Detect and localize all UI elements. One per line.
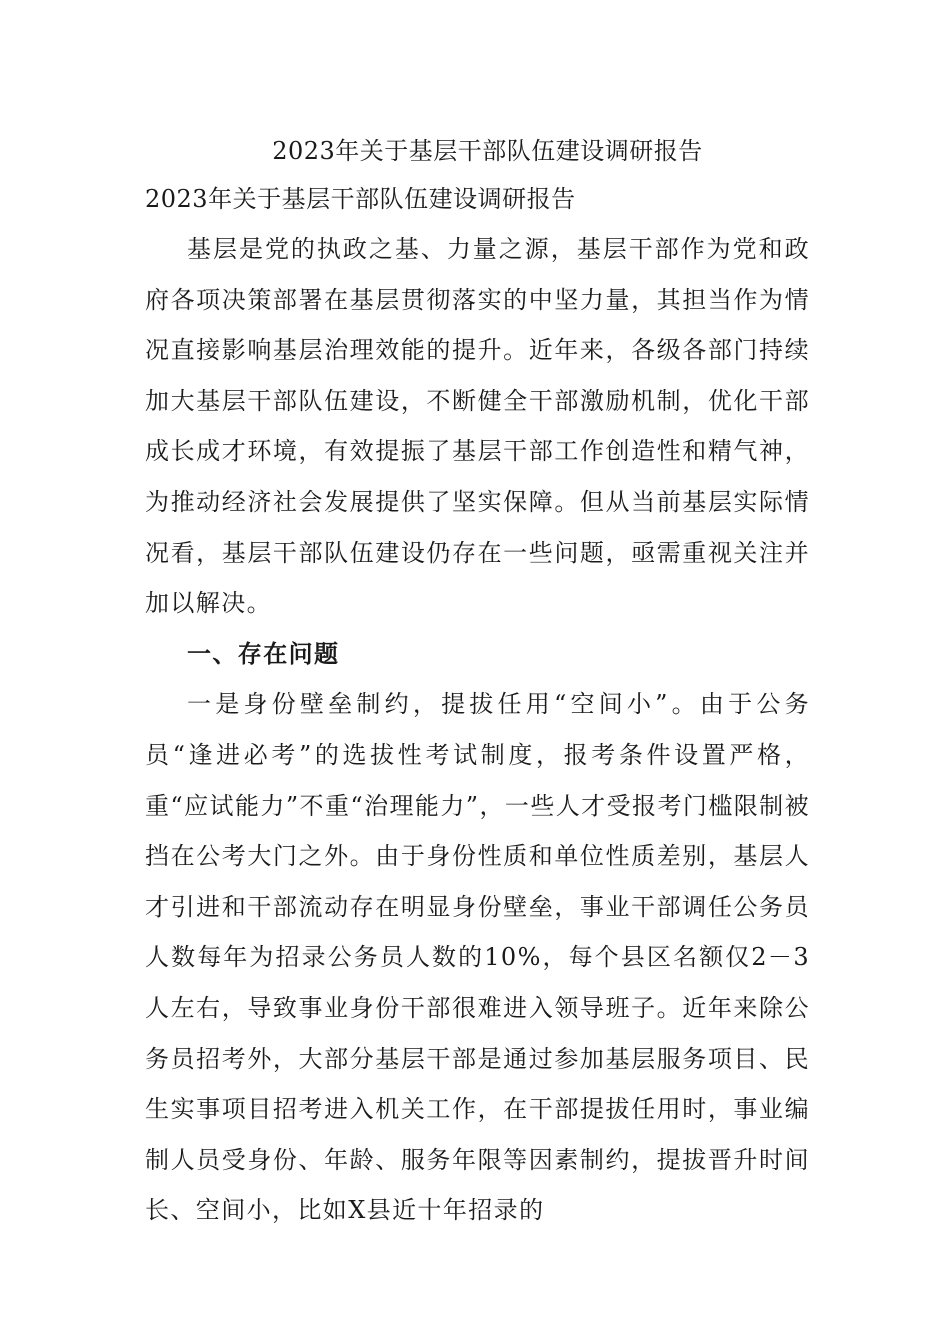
section-paragraph: 一是身份壁垒制约，提拔任用“空间小”。由于公务员“逢进必考”的选拔性考试制度，报考条件设置严格，重“应试能力”不重“治理能力”，一些人才受报考门槛限制被挡在公考大门之外。由于身份性质和单位性质差别，基层人才引进和干部流动存在明显身份壁垒，事业干部调任公务员人数每年为招录公务员人数的10%，每个县区名额仅2－3人左右，导致事业身份干部很难进入领导班子。近年来除公务员招考外，大部分基层干部是通过参加基层服务项目、民生实事项目招考进入机关工作，在干部提拔任用时，事业编制人员受身份、年龄、服务年限等因素制约，提拔晋升时间长、空间小，比如X县近十年招录的 — [145, 690, 810, 1225]
document-title: 2023年关于基层干部队伍建设调研报告 — [272, 137, 703, 165]
document-body — [145, 128, 810, 1236]
section-heading: 一、存在问题 — [187, 638, 340, 668]
document-subtitle: 2023年关于基层干部队伍建设调研报告 — [145, 185, 576, 213]
intro-paragraph: 基层是党的执政之基、力量之源，基层干部作为党和政府各项决策部署在基层贯彻落实的中坚力量，其担当作为情况直接影响基层治理效能的提升。近年来，各级各部门持续加大基层干部队伍建设，不断健全干部激励机制，优化干部成长成才环境，有效提振了基层干部工作创造性和精气神，为推动经济社会发展提供了坚实保障。但从当前基层实际情况看，基层干部队伍建设仍存在一些问题，亟需重视关注并加以解决。 — [145, 235, 810, 618]
